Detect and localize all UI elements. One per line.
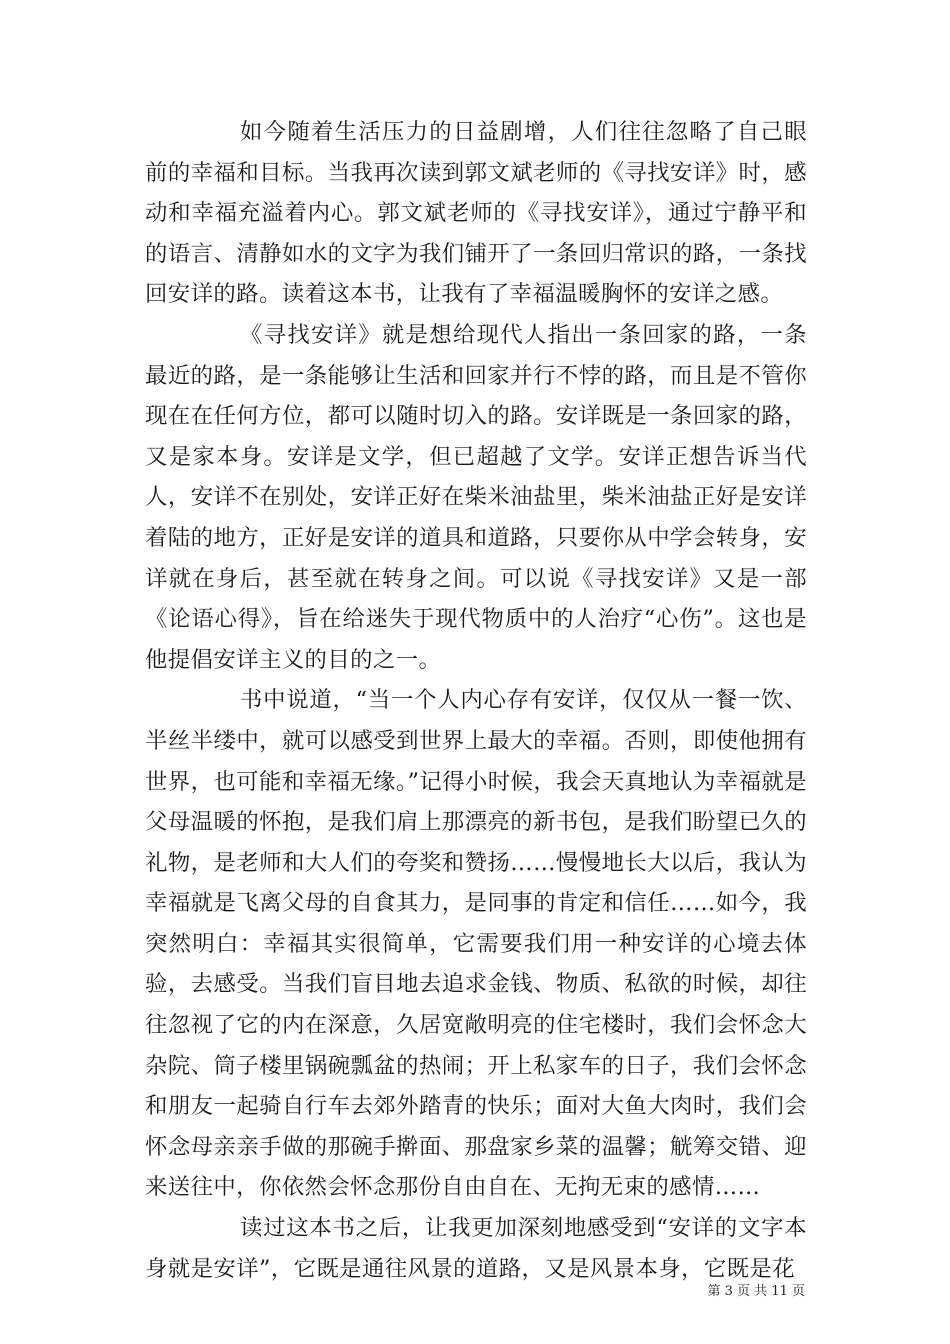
body-text [145, 112, 807, 1289]
paragraph-4: 读过这本书之后，让我更加深刻地感受到“安详的文字本身就是安详”，它既是通往风景的道路，又是风景本身，它既是花 [145, 1215, 807, 1282]
paragraph-3: 书中说道，“当一个人内心存有安详，仅仅从一餐一饮、半丝半缕中，就可以感受到世界上最大的幸福。否则，即使他拥有世界，也可能和幸福无缘。”记得小时候，我会天真地认为幸福就是父母温暖的怀抱，是我们肩上那漂亮的新书包，是我们盼望已久的礼物，是老师和大人们的夸奖和赞扬……慢慢地长大以后，我认为幸福就是飞离父母的自食其力，是同事的肯定和信任……如今，我突然明白：幸福其实很简单，它需要我们用一种安详的心境去体验，去感受。当我们盲目地去追求金钱、物质、私欲的时候，却往往忽视了它的内在深意，久居宽敞明亮的住宅楼时，我们会怀念大杂院、筒子楼里锅碗瓢盆的热闹；开上私家车的日子，我们会怀念和朋友一起骑自行车去郊外踏青的快乐；面对大鱼大肉时，我们会怀念母亲亲手做的那碗手擀面、那盘家乡菜的温馨；觥筹交错、迎来送往中，你依然会怀念那份自由自在、无拘无束的感情…… [145, 687, 807, 1201]
paragraph-2: 《寻找安详》就是想给现代人指出一条回家的路，一条最近的路，是一条能够让生活和回家并行不悖的路，而且是不管你现在在任何方位，都可以随时切入的路。安详既是一条回家的路，又是家本身。安详是文学，但已超越了文学。安详正想告诉当代人，安详不在别处，安详正好在柴米油盐里，柴米油盐正好是安详着陆的地方，正好是安详的道具和道路，只要你从中学会转身，安详就在身后，甚至就在转身之间。可以说《寻找安详》又是一部《论语心得》，旨在给迷失于现代物质中的人治疗“心伤”。这也是他提倡安详主义的目的之一。 [145, 321, 807, 673]
page-number-footer: 第 3 页 共 11 页 [707, 1284, 805, 1299]
paragraph-1: 如今随着生活压力的日益剧增，人们往往忽略了自己眼前的幸福和目标。当我再次读到郭文斌老师的《寻找安详》时，感动和幸福充溢着内心。郭文斌老师的《寻找安详》，通过宁静平和的语言、清静如水的文字为我们铺开了一条回归常识的路，一条找回安详的路。读着这本书，让我有了幸福温暖胸怀的安详之感。 [145, 119, 807, 308]
